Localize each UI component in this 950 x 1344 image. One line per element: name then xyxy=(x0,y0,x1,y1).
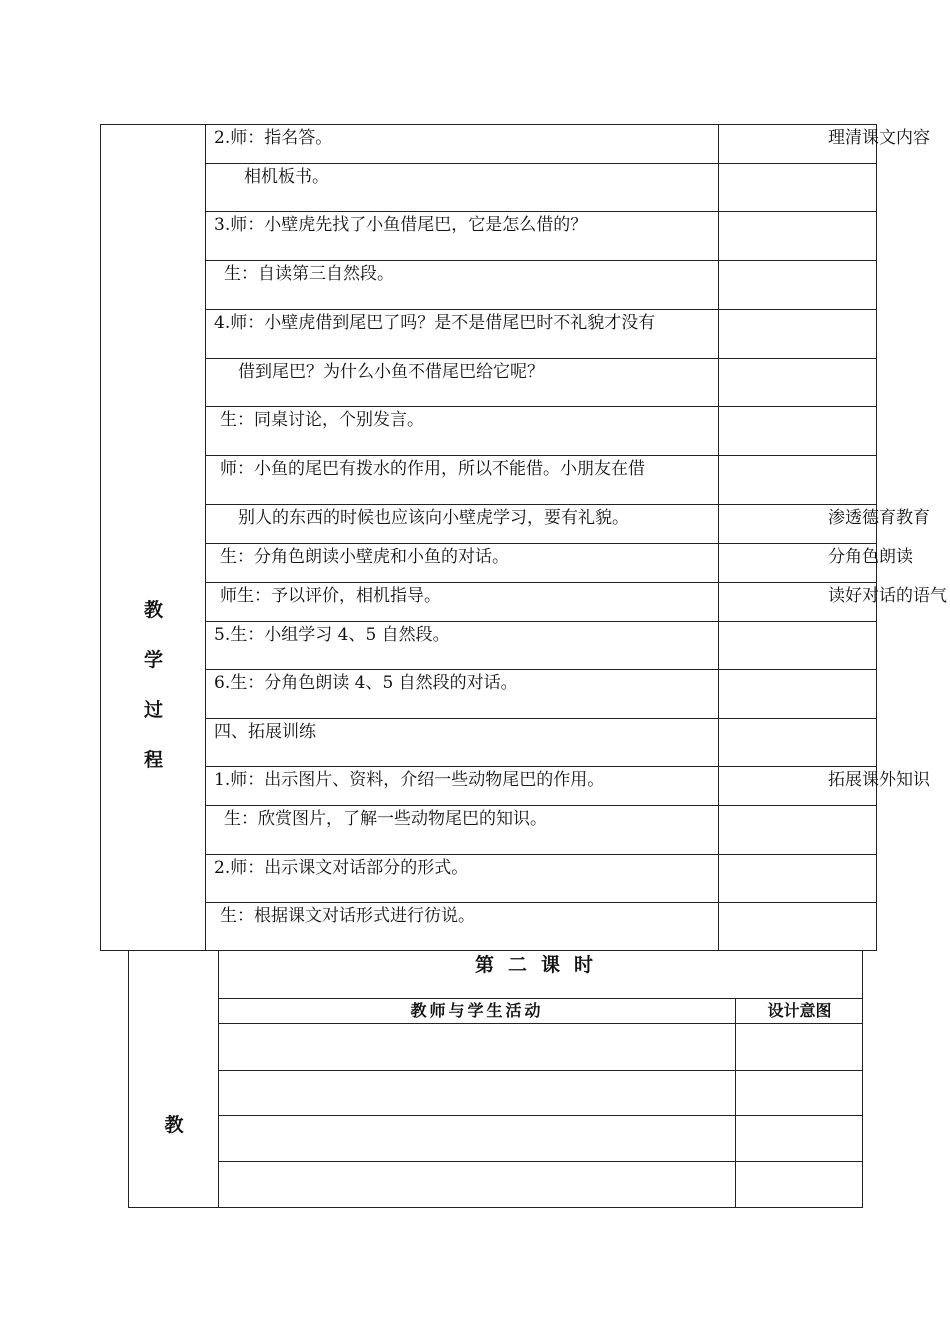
process-side-column xyxy=(101,125,206,950)
activity-cell: 生：分角色朗读小壁虎和小鱼的对话。 xyxy=(220,547,509,567)
lesson-process-table xyxy=(100,124,947,951)
col-header-activity: 教师与学生活动 xyxy=(410,1001,544,1020)
side-char: 过 xyxy=(143,699,163,721)
row-divider xyxy=(219,1115,863,1116)
activity-cell: 生：根据课文对话形式进行彷说。 xyxy=(220,906,475,926)
activity-cell: 1.师：出示图片、资料，介绍一些动物尾巴的作用。 xyxy=(214,770,605,790)
process-row xyxy=(206,766,930,806)
activity-cell: 2.师：指名答。 xyxy=(214,128,333,148)
process-row xyxy=(206,358,876,407)
activity-cell: 4.师：小壁虎借到尾巴了吗？是不是借尾巴时不礼貌才没有 xyxy=(214,313,656,333)
process-row xyxy=(206,504,930,544)
activity-cell: 师生：予以评价，相机指导。 xyxy=(220,586,441,606)
activity-cell: 四、拓展训练 xyxy=(214,722,316,742)
intent-cell: 渗透德育教育 xyxy=(828,508,930,528)
intent-cell: 读好对话的语气 xyxy=(828,586,947,606)
activity-cell: 3.师：小壁虎先找了小鱼借尾巴，它是怎么借的？ xyxy=(214,215,588,235)
process-row xyxy=(206,260,876,310)
intent-cell: 拓展课外知识 xyxy=(828,770,930,790)
activity-cell: 2.师：出示课文对话部分的形式。 xyxy=(214,858,469,878)
process-row xyxy=(206,582,947,622)
process-row xyxy=(206,902,876,952)
second-lesson-side-label: 教 xyxy=(164,1114,184,1136)
side-char: 程 xyxy=(143,749,163,771)
process-row xyxy=(206,718,876,767)
second-lesson-header-row xyxy=(219,999,863,1024)
side-char: 教 xyxy=(143,599,163,621)
activity-cell: 生：自读第三自然段。 xyxy=(224,264,394,284)
side-char: 学 xyxy=(143,649,163,671)
second-lesson-side-column xyxy=(129,950,219,1207)
process-side-label xyxy=(101,585,206,785)
activity-cell: 6.生：分角色朗读 4、5 自然段的对话。 xyxy=(214,673,518,693)
activity-cell: 师：小鱼的尾巴有拨水的作用，所以不能借。小朋友在借 xyxy=(220,459,645,479)
process-row xyxy=(206,406,876,456)
process-row xyxy=(206,854,876,903)
column-divider xyxy=(735,999,736,1208)
process-row xyxy=(206,543,913,583)
activity-cell: 生：同桌讨论，个别发言。 xyxy=(220,410,424,430)
activity-cell: 生：欣赏图片，了解一些动物尾巴的知识。 xyxy=(224,809,547,829)
intent-cell: 理清课文内容 xyxy=(828,128,930,148)
activity-cell: 借到尾巴？为什么小鱼不借尾巴给它呢？ xyxy=(238,362,544,382)
process-row xyxy=(206,125,930,163)
process-row xyxy=(206,805,876,855)
process-row xyxy=(206,211,876,261)
process-row xyxy=(206,163,876,212)
row-divider xyxy=(219,1161,863,1162)
process-row xyxy=(206,309,876,359)
second-lesson-title: 第二课时 xyxy=(219,950,863,999)
process-row xyxy=(206,455,876,505)
col-header-intent: 设计意图 xyxy=(767,1001,832,1020)
activity-cell: 相机板书。 xyxy=(244,167,329,187)
process-row xyxy=(206,669,876,719)
row-divider xyxy=(219,1070,863,1071)
second-lesson-table xyxy=(128,950,863,1208)
activity-cell: 别人的东西的时候也应该向小壁虎学习，要有礼貌。 xyxy=(238,508,629,528)
process-row xyxy=(206,621,876,670)
intent-cell: 分角色朗读 xyxy=(828,547,913,567)
activity-cell: 5.生：小组学习 4、5 自然段。 xyxy=(214,625,450,645)
